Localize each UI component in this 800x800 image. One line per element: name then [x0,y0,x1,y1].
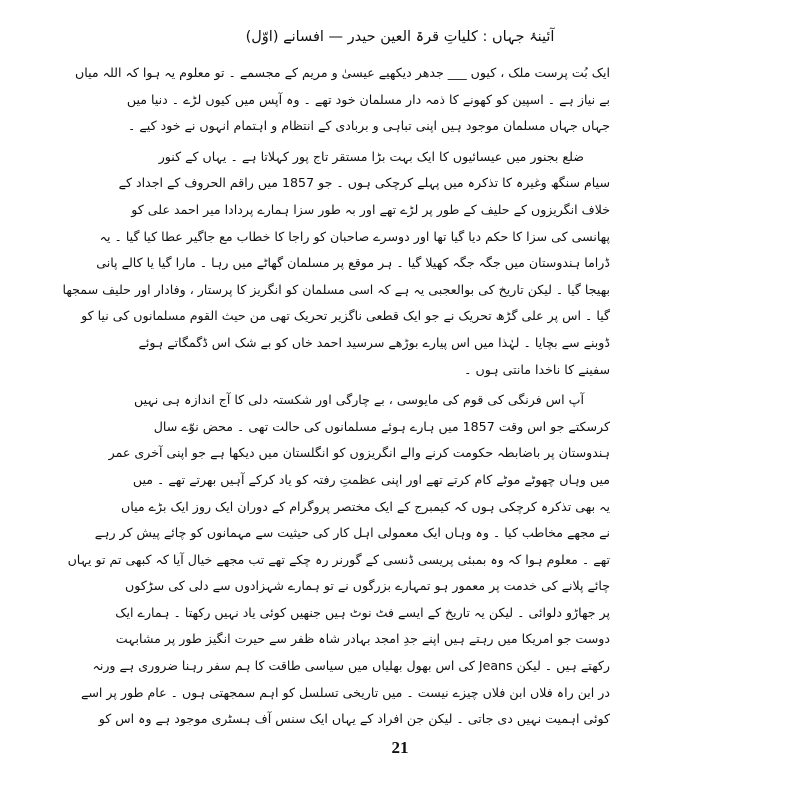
text-line: سفینے کا ناخدا مانتی ہوں ۔ [464,361,610,377]
text-line: نے مجھے مخاطب کیا ۔ وہ وہاں ایک معمولی اہل کار کی حیثیت سے مہمانوں کو چائے پیش کر رہے [94,525,610,541]
text-line: کوئی اہمیت نہیں دی جاتی ۔ لیکن جن افراد کے یہاں ایک سنس آف ہسٹری موجود ہے وہ اس کو [98,711,610,727]
text-line: خلاف انگریزوں کے حلیف کے طور پر لڑے تھے اور بہ طور سزا ہمارے پردادا میر احمد علی کو [131,201,610,217]
text-line: ڈوبنے سے بچایا ۔ لہٰذا میں اس پیارے بوڑھے سرسید احمد خاں کو بے شک اس ڈگمگاتے ہوئے [138,334,610,350]
text-line: گیا ۔ اس پر علی گڑھ تحریک نے جو ایک قطعی ناگزیر تحریک تھی من حیث القوم مسلمانوں کی نیا کو [81,308,610,324]
text-line: سیام سنگھ وغیرہ کا تذکرہ میں پہلے کرچکی ہوں ۔ جو 1857 میں راقم الحروف کے اجداد کے [118,175,610,191]
text-line: ایک بُت پرست ملک ، کیوں ___ جدھر دیکھیے عیسیٰ و مریم کے مجسمے ۔ تو معلوم یہ ہوا کہ اللہ میاں [74,65,610,80]
text-line: میں وہاں چھوٹے موٹے کام کرتے تھے اور اپنی عظمتِ رفتہ کو یاد کرکے آہیں بھرتے تھے ۔ میں [132,471,610,487]
text-line: رکھتے ہیں ۔ لیکن Jeans کی اس بھول بھلیاں میں سیاسی طاقت کا ہم سفر رہنا ضروری ہے ورنہ [92,658,610,674]
text-line: یہ بھی تذکرہ کرچکی ہوں کہ کیمبرج کے ایک مختصر پروگرام کے دوران ایک روز ایک بڑے میاں [121,498,610,514]
text-line: در این راہ فلاں ابن فلاں چیزے نیست ۔ میں تاریخی تسلسل کو اہم سمجھتی ہوں ۔ عام طور پر اسے [80,684,610,700]
paragraph [74,60,610,140]
paragraph [62,144,610,383]
text-line: کرسکتے جو اس وقت 1857 میں ہارے ہوئے مسلمانوں کی حالت تھی ۔ محض نوّے سال [153,418,610,434]
page-number: 21 [391,738,409,757]
text-line: پھانسی کی سزا کا حکم دیا گیا تھا اور دوسرے صاحبان کو راجا کا خطاب مع جاگیر عطا کیا گیا ۔ یہ [99,228,610,244]
text-line: بے نیاز ہے ۔ اسپین کو کھونے کا ذمہ دار مسلمان خود تھے ۔ وہ آپس میں کیوں لڑے ۔ دنیا میں [126,91,610,107]
body-text [62,60,610,733]
text-line: آپ اس فرنگی کی قوم کی مایوسی ، بے چارگی اور شکستہ دلی کا آج اندازہ ہی نہیں [133,392,584,408]
text-line: ضلع بجنور میں عیسائیوں کا ایک بہت بڑا مستقر تاج پور کہلاتا ہے ۔ یہاں کے کنور [158,148,584,164]
text-line: دوست جو امریکا میں رہتے ہیں اپنے جدِ امجد بہادر شاہ ظفر سے حیرت انگیز طور پر مشابہت [115,631,610,647]
paragraph [67,387,610,733]
text-line: ڈراما ہندوستان میں جگہ جگہ کھیلا گیا ۔ ہر موقع پر مسلمان گھاٹے میں رہا ۔ مارا گیا یا کالے پانی [96,255,610,271]
text-line: جہاں جہاں مسلمان موجود ہیں اپنی تباہی و بربادی کے انتظام و اہتمام انہوں نے خود کیے ۔ [128,118,610,134]
text-line: تھے ۔ معلوم ہوا کہ وہ بمبئی پریسی ڈنسی کے گورنر رہ چکے تھے تب مجھے خیال آیا کہ کبھی تم تو یہاں [67,551,610,567]
running-header: آئینۂ جہاں : کلیاتِ قرۃ العین حیدر — افسانے (اوّل) [245,29,555,45]
text-line: پر جھاڑو دلوائی ۔ لیکن یہ تاریخ کے ایسے فٹ نوٹ ہیں جنھیں کوئی یاد نہیں رکھتا ۔ ہمارے ایک [115,604,610,620]
text-line: ہندوستان پر باضابطہ حکومت کرنے والے انگریزوں کو انگلستان میں دیکھا ہے جو اپنی آخری عمر [108,445,610,461]
text-line: چائے پلانے کی خدمت پر معمور ہو تمہارے بزرگوں نے تو ہمارے شہزادوں سے دلی کی سڑکوں [124,578,610,594]
text-line: بھیجا گیا ۔ لیکن تاریخ کی بوالعجبی یہ ہے کہ اسی مسلمان کو انگریز کا پرستار ، وفادار اور حلیف سمجھا [62,281,610,297]
